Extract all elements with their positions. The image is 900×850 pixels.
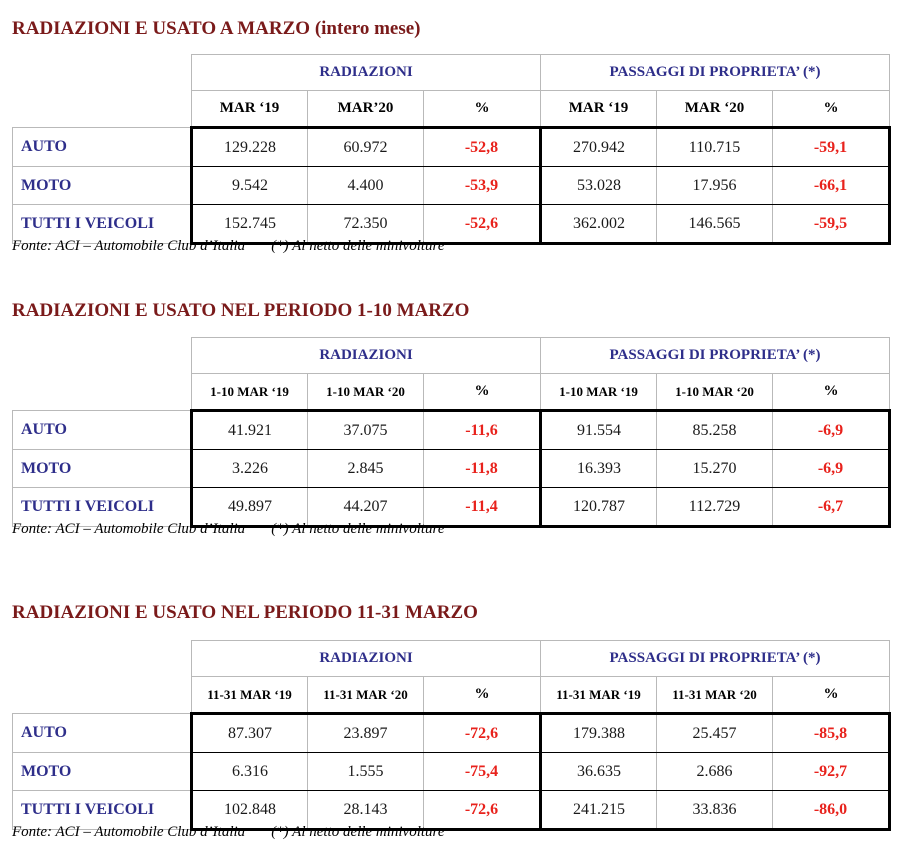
column-header: % <box>424 677 541 714</box>
table-cell: 72.350 <box>308 205 424 244</box>
group-header-radiazioni: RADIAZIONI <box>192 55 541 91</box>
table-row <box>13 450 890 488</box>
row-label: AUTO <box>13 411 192 450</box>
footnote-text: (*) Al netto delle minivolture <box>271 521 445 537</box>
table-cell: 15.270 <box>657 450 773 488</box>
column-header: 11-31 MAR ‘19 <box>541 677 657 714</box>
table-cell: 241.215 <box>541 791 657 830</box>
row-label: AUTO <box>13 714 192 753</box>
table-cell: 23.897 <box>308 714 424 753</box>
source-text: Fonte: ACI – Automobile Club d’Italia <box>12 238 246 254</box>
table-cell: 28.143 <box>308 791 424 830</box>
table-cell: 33.836 <box>657 791 773 830</box>
column-header: % <box>424 374 541 411</box>
column-header: 1-10 MAR ‘20 <box>308 374 424 411</box>
section-title: RADIAZIONI E USATO NEL PERIODO 11-31 MARZO <box>12 602 478 623</box>
table-cell: 60.972 <box>308 128 424 167</box>
data-table <box>12 54 891 245</box>
table-cell: 2.845 <box>308 450 424 488</box>
percent-cell: -6,7 <box>773 488 890 527</box>
percent-cell: -11,4 <box>424 488 541 527</box>
group-header-radiazioni: RADIAZIONI <box>192 338 541 374</box>
data-table <box>12 337 891 528</box>
table-cell: 41.921 <box>192 411 308 450</box>
table-cell: 120.787 <box>541 488 657 527</box>
source-text: Fonte: ACI – Automobile Club d’Italia <box>12 824 246 840</box>
table-cell: 3.226 <box>192 450 308 488</box>
table-cell: 44.207 <box>308 488 424 527</box>
table-cell: 4.400 <box>308 167 424 205</box>
table-cell: 270.942 <box>541 128 657 167</box>
column-header: % <box>773 677 890 714</box>
column-header: 11-31 MAR ‘20 <box>308 677 424 714</box>
percent-cell: -66,1 <box>773 167 890 205</box>
footnote-text: (*) Al netto delle minivolture <box>271 824 445 840</box>
percent-cell: -59,5 <box>773 205 890 244</box>
column-header: MAR ‘20 <box>657 91 773 128</box>
column-header: MAR ‘19 <box>192 91 308 128</box>
percent-cell: -6,9 <box>773 450 890 488</box>
percent-cell: -59,1 <box>773 128 890 167</box>
table-cell: 102.848 <box>192 791 308 830</box>
column-header: 1-10 MAR ‘19 <box>541 374 657 411</box>
row-label: AUTO <box>13 128 192 167</box>
row-label: MOTO <box>13 450 192 488</box>
percent-cell: -53,9 <box>424 167 541 205</box>
column-header: 11-31 MAR ‘19 <box>192 677 308 714</box>
table-cell: 37.075 <box>308 411 424 450</box>
percent-cell: -92,7 <box>773 753 890 791</box>
row-label: MOTO <box>13 167 192 205</box>
table-cell: 91.554 <box>541 411 657 450</box>
percent-cell: -11,8 <box>424 450 541 488</box>
row-label: TUTTI I VEICOLI <box>13 488 192 527</box>
table-row <box>13 753 890 791</box>
column-header: % <box>773 91 890 128</box>
table-cell: 87.307 <box>192 714 308 753</box>
group-header-radiazioni: RADIAZIONI <box>192 641 541 677</box>
column-header: 11-31 MAR ‘20 <box>657 677 773 714</box>
section-title: RADIAZIONI E USATO A MARZO (intero mese) <box>12 18 421 39</box>
column-header: 1-10 MAR ‘20 <box>657 374 773 411</box>
column-header: MAR’20 <box>308 91 424 128</box>
section-title: RADIAZIONI E USATO NEL PERIODO 1-10 MARZO <box>12 300 470 321</box>
source-note <box>12 824 444 841</box>
table-cell: 85.258 <box>657 411 773 450</box>
row-label: TUTTI I VEICOLI <box>13 791 192 830</box>
group-header-passaggi: PASSAGGI DI PROPRIETA’ (*) <box>541 55 890 91</box>
table-cell: 129.228 <box>192 128 308 167</box>
table-cell: 25.457 <box>657 714 773 753</box>
source-note <box>12 521 444 538</box>
group-header-passaggi: PASSAGGI DI PROPRIETA’ (*) <box>541 641 890 677</box>
table-row <box>13 167 890 205</box>
row-label: TUTTI I VEICOLI <box>13 205 192 244</box>
table-cell: 16.393 <box>541 450 657 488</box>
table-cell: 9.542 <box>192 167 308 205</box>
percent-cell: -52,6 <box>424 205 541 244</box>
table-cell: 6.316 <box>192 753 308 791</box>
table-cell: 110.715 <box>657 128 773 167</box>
percent-cell: -11,6 <box>424 411 541 450</box>
table-row <box>13 714 890 753</box>
table-cell: 1.555 <box>308 753 424 791</box>
table-cell: 17.956 <box>657 167 773 205</box>
table-cell: 179.388 <box>541 714 657 753</box>
table-cell: 152.745 <box>192 205 308 244</box>
source-text: Fonte: ACI – Automobile Club d’Italia <box>12 521 246 537</box>
data-table <box>12 640 891 831</box>
table-cell: 146.565 <box>657 205 773 244</box>
percent-cell: -6,9 <box>773 411 890 450</box>
table-cell: 112.729 <box>657 488 773 527</box>
source-note <box>12 238 444 255</box>
footnote-text: (*) Al netto delle minivolture <box>271 238 445 254</box>
row-label: MOTO <box>13 753 192 791</box>
table-cell: 2.686 <box>657 753 773 791</box>
table-cell: 53.028 <box>541 167 657 205</box>
table-cell: 36.635 <box>541 753 657 791</box>
table-row <box>13 128 890 167</box>
table-cell: 362.002 <box>541 205 657 244</box>
column-header: % <box>773 374 890 411</box>
percent-cell: -85,8 <box>773 714 890 753</box>
percent-cell: -52,8 <box>424 128 541 167</box>
table-cell: 49.897 <box>192 488 308 527</box>
group-header-passaggi: PASSAGGI DI PROPRIETA’ (*) <box>541 338 890 374</box>
column-header: % <box>424 91 541 128</box>
percent-cell: -86,0 <box>773 791 890 830</box>
column-header: 1-10 MAR ‘19 <box>192 374 308 411</box>
table-row <box>13 411 890 450</box>
column-header: MAR ‘19 <box>541 91 657 128</box>
percent-cell: -72,6 <box>424 714 541 753</box>
percent-cell: -75,4 <box>424 753 541 791</box>
percent-cell: -72,6 <box>424 791 541 830</box>
